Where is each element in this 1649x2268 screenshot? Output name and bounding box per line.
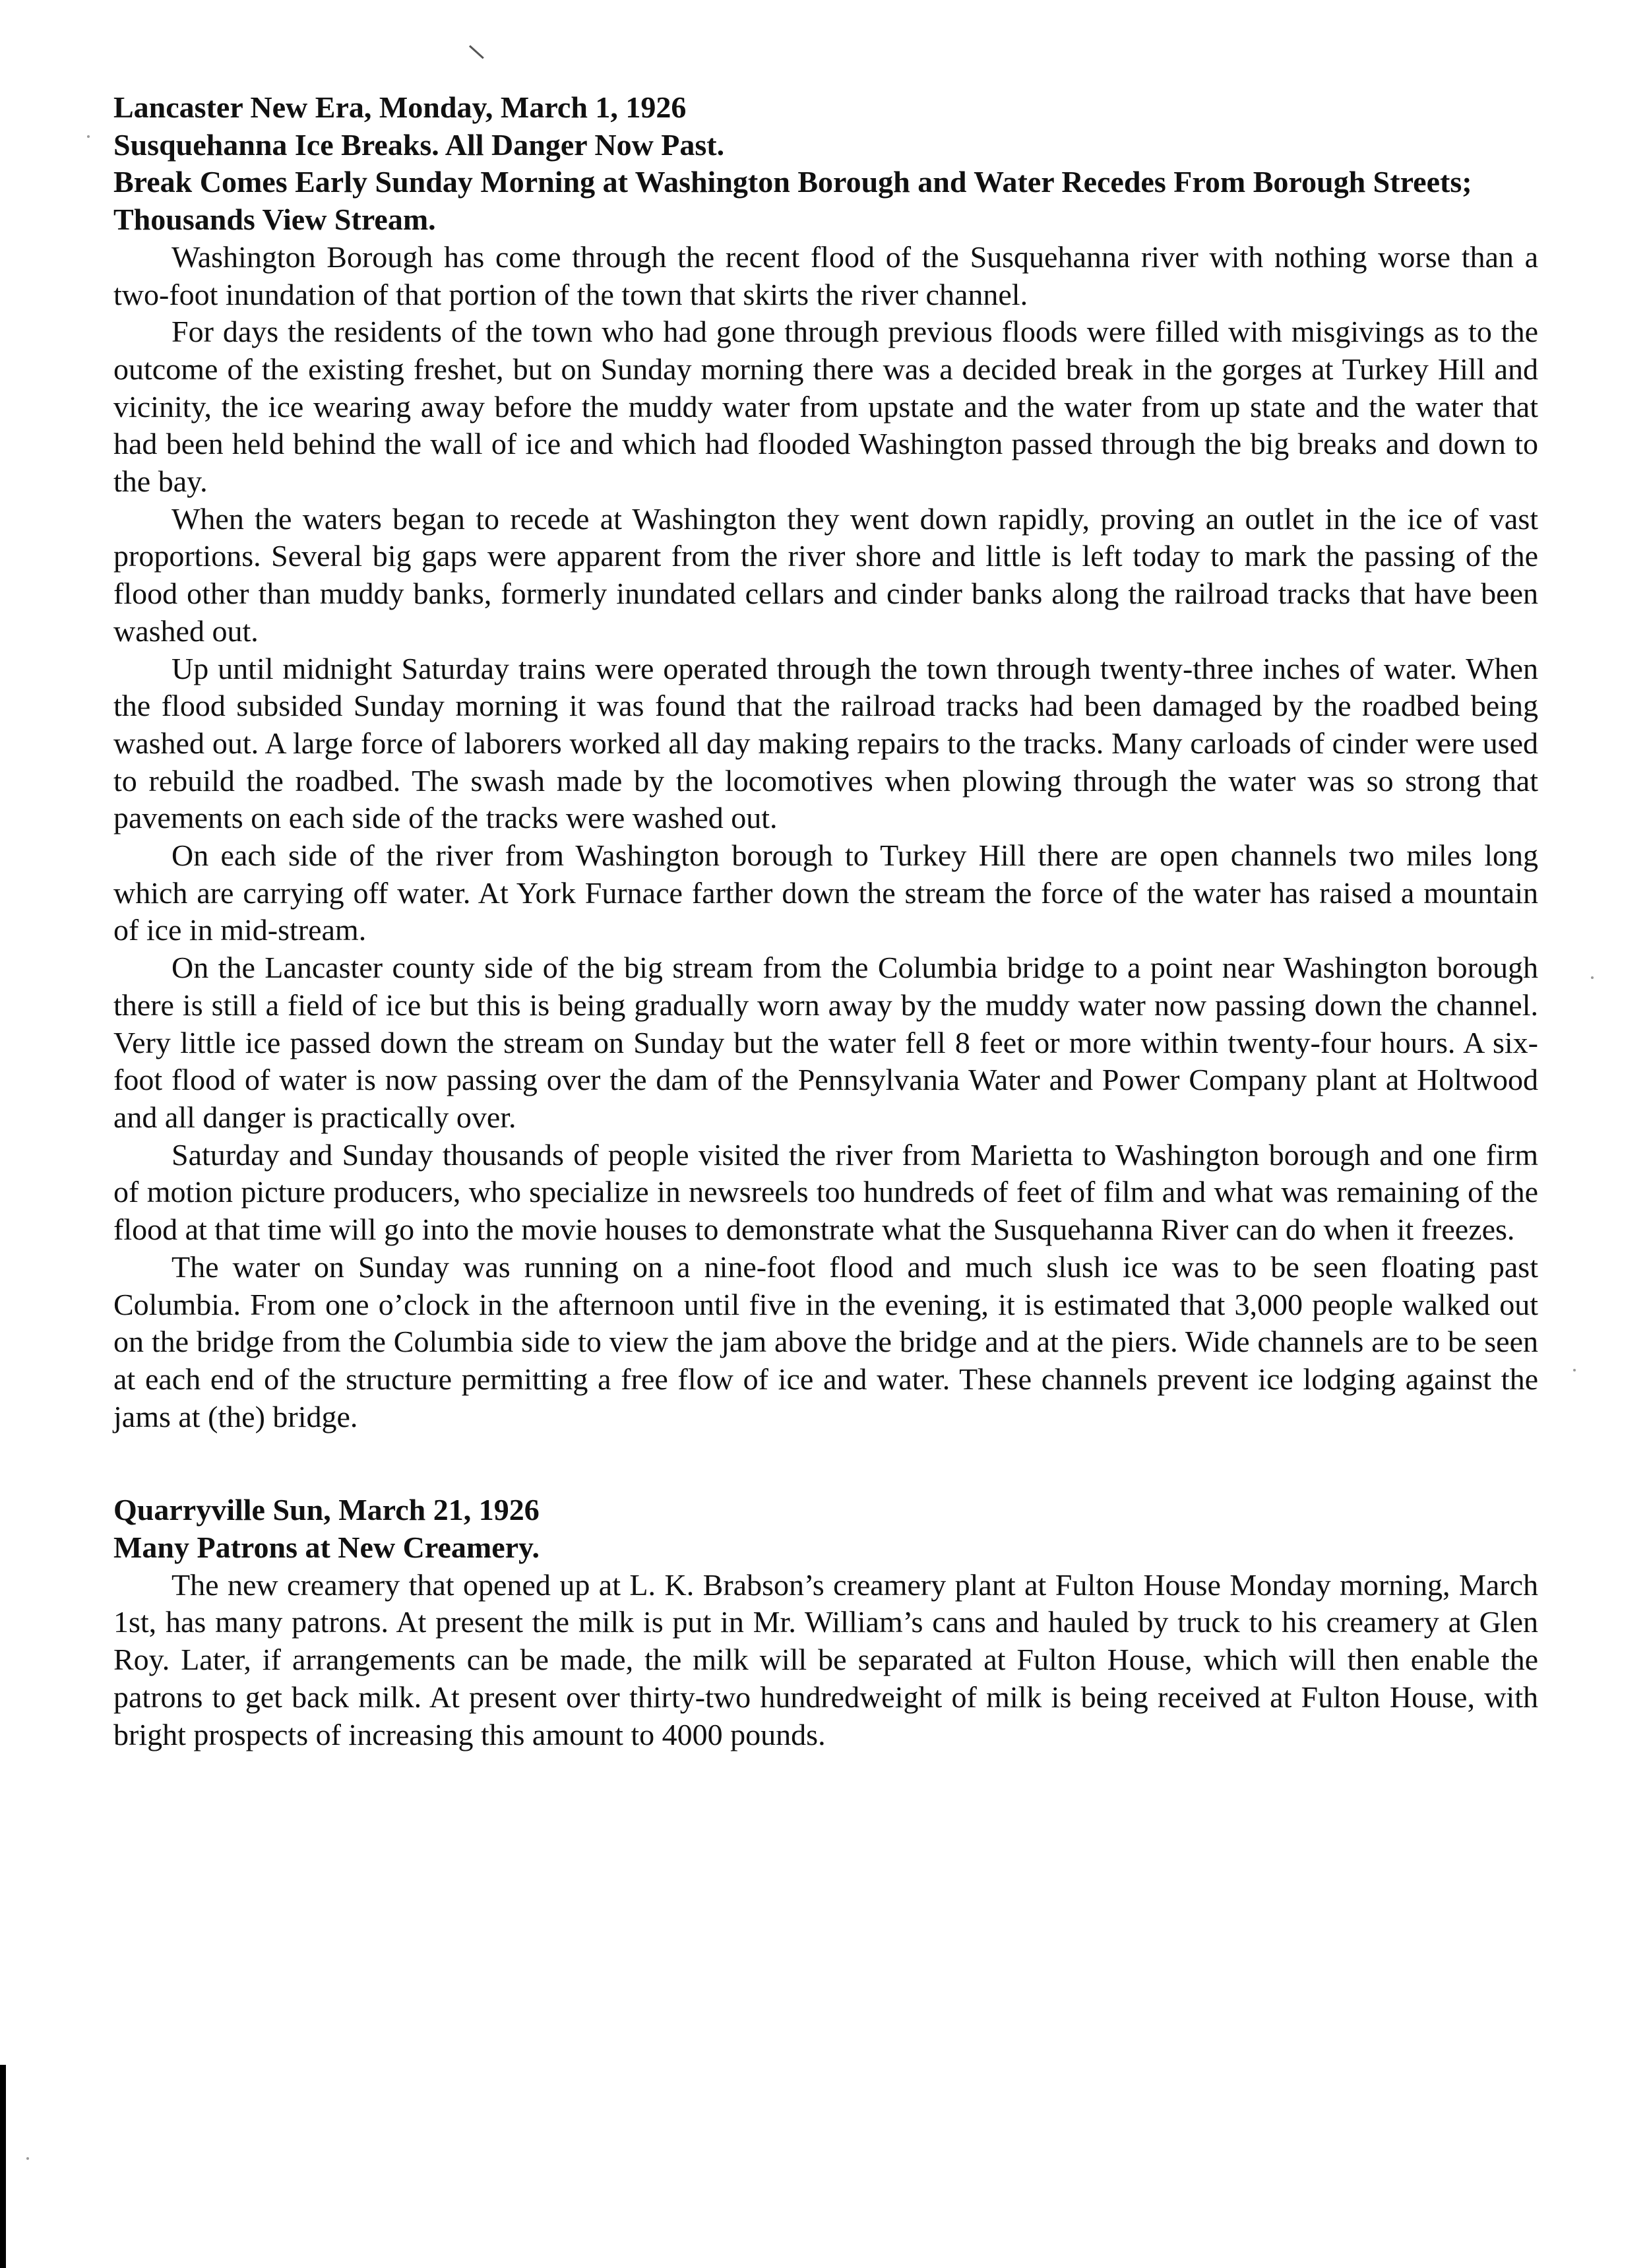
article-paragraph: The water on Sunday was running on a nine-foot flood and much slush ice was to be seen floating past Columbia. From one o’clock in the afternoon until five in the evening, it is estimated that 3,000 people walked out on the bridge from the Columbia side to view the jam above the bridge and at the piers. Wide channels are to be seen at each end of the structure permitting a free flow of ice and water. These channels prevent ice lodging against the jams at (the) bridge. bbox=[113, 1249, 1538, 1433]
scan-edge-bar bbox=[0, 2065, 6, 2268]
article-paragraph: Saturday and Sunday thousands of people visited the river from Marietta to Washington borough and one firm of motion picture producers, who specialize in newsreels too hundreds of feet of film and what was remaining of the flood at that time will go into the movie houses to demonstrate what the Susquehanna River can do when it freezes. bbox=[113, 1137, 1538, 1247]
article-paragraph: The new creamery that opened up at L. K. Brabson’s creamery plant at Fulton House Monday morning, March 1st, has many patrons. At present the milk is put in Mr. William’s cans and hauled by truck to his creamery at Glen Roy. Later, if arrangements can be made, the milk will be separated at Fulton House, which will then enable the patrons to get back milk. At present over thirty-two hundredweight of milk is being received at Fulton House, with bright prospects of increasing this amount to 4000 pounds. bbox=[113, 1567, 1538, 1751]
section-spacer bbox=[113, 1435, 1538, 1492]
article-headline: Many Patrons at New Creamery. bbox=[113, 1530, 540, 1565]
scan-speck bbox=[1573, 1369, 1576, 1371]
article-subheadline: Break Comes Early Sunday Morning at Washington Borough and Water Recedes From Borough Streets; Thousands View Stream. bbox=[113, 165, 1472, 237]
article-new-creamery bbox=[113, 1492, 1538, 1753]
scan-speck bbox=[1591, 976, 1594, 979]
article-paragraph: When the waters began to recede at Washington they went down rapidly, proving an outlet in the ice of vast proportions. Several big gaps were apparent from the river shore and little is left today to mark the passing of the flood other than muddy banks, formerly inundated cellars and cinder banks along the railroad tracks that have been washed out. bbox=[113, 501, 1538, 648]
article-source-line: Lancaster New Era, Monday, March 1, 1926 bbox=[113, 90, 687, 124]
article-paragraph: On each side of the river from Washington borough to Turkey Hill there are open channels two miles long which are carrying off water. At York Furnace farther down the stream the force of the water has raised a mountain of ice in mid-stream. bbox=[113, 838, 1538, 947]
scan-speck bbox=[87, 135, 90, 138]
article-source-line: Quarryville Sun, March 21, 1926 bbox=[113, 1493, 540, 1527]
article-paragraph: Up until midnight Saturday trains were operated through the town through twenty-three inches of water. When the flood subsided Sunday morning it was found that the railroad tracks had been damaged by the roadbed being washed out. A large force of laborers worked all day making repairs to the tracks. Many carloads of cinder were used to rebuild the roadbed. The swash made by the locomotives when plowing through the water was so strong that pavements on each side of the tracks were washed out. bbox=[113, 651, 1538, 835]
scan-speck bbox=[26, 2157, 29, 2160]
article-ice-breaks bbox=[113, 89, 1538, 1435]
scan-mark bbox=[469, 45, 484, 59]
article-paragraph: For days the residents of the town who had gone through previous floods were filled with misgivings as to the outcome of the existing freshet, but on Sunday morning there was a decided break in the gorges at Turkey Hill and vicinity, the ice wearing away before the muddy water from upstate and the water from up state and the water that had been held behind the wall of ice and which had flooded Washington passed through the big breaks and down to the bay. bbox=[113, 315, 1538, 499]
article-headline: Susquehanna Ice Breaks. All Danger Now Past. bbox=[113, 127, 725, 162]
article-paragraph: Washington Borough has come through the recent flood of the Susquehanna river with nothing worse than a two-foot inundation of that portion of the town that skirts the river channel. bbox=[113, 239, 1538, 311]
document-body bbox=[113, 89, 1538, 1753]
article-paragraph: On the Lancaster county side of the big stream from the Columbia bridge to a point near Washington borough there is still a field of ice but this is being gradually worn away by the muddy water now passing down the channel. Very little ice passed down the stream on Sunday but the water fell 8 feet or more within twenty-four hours. A six-foot flood of water is now passing over the dam of the Pennsylvania Water and Power Company plant at Holtwood and all danger is practically over. bbox=[113, 951, 1538, 1134]
